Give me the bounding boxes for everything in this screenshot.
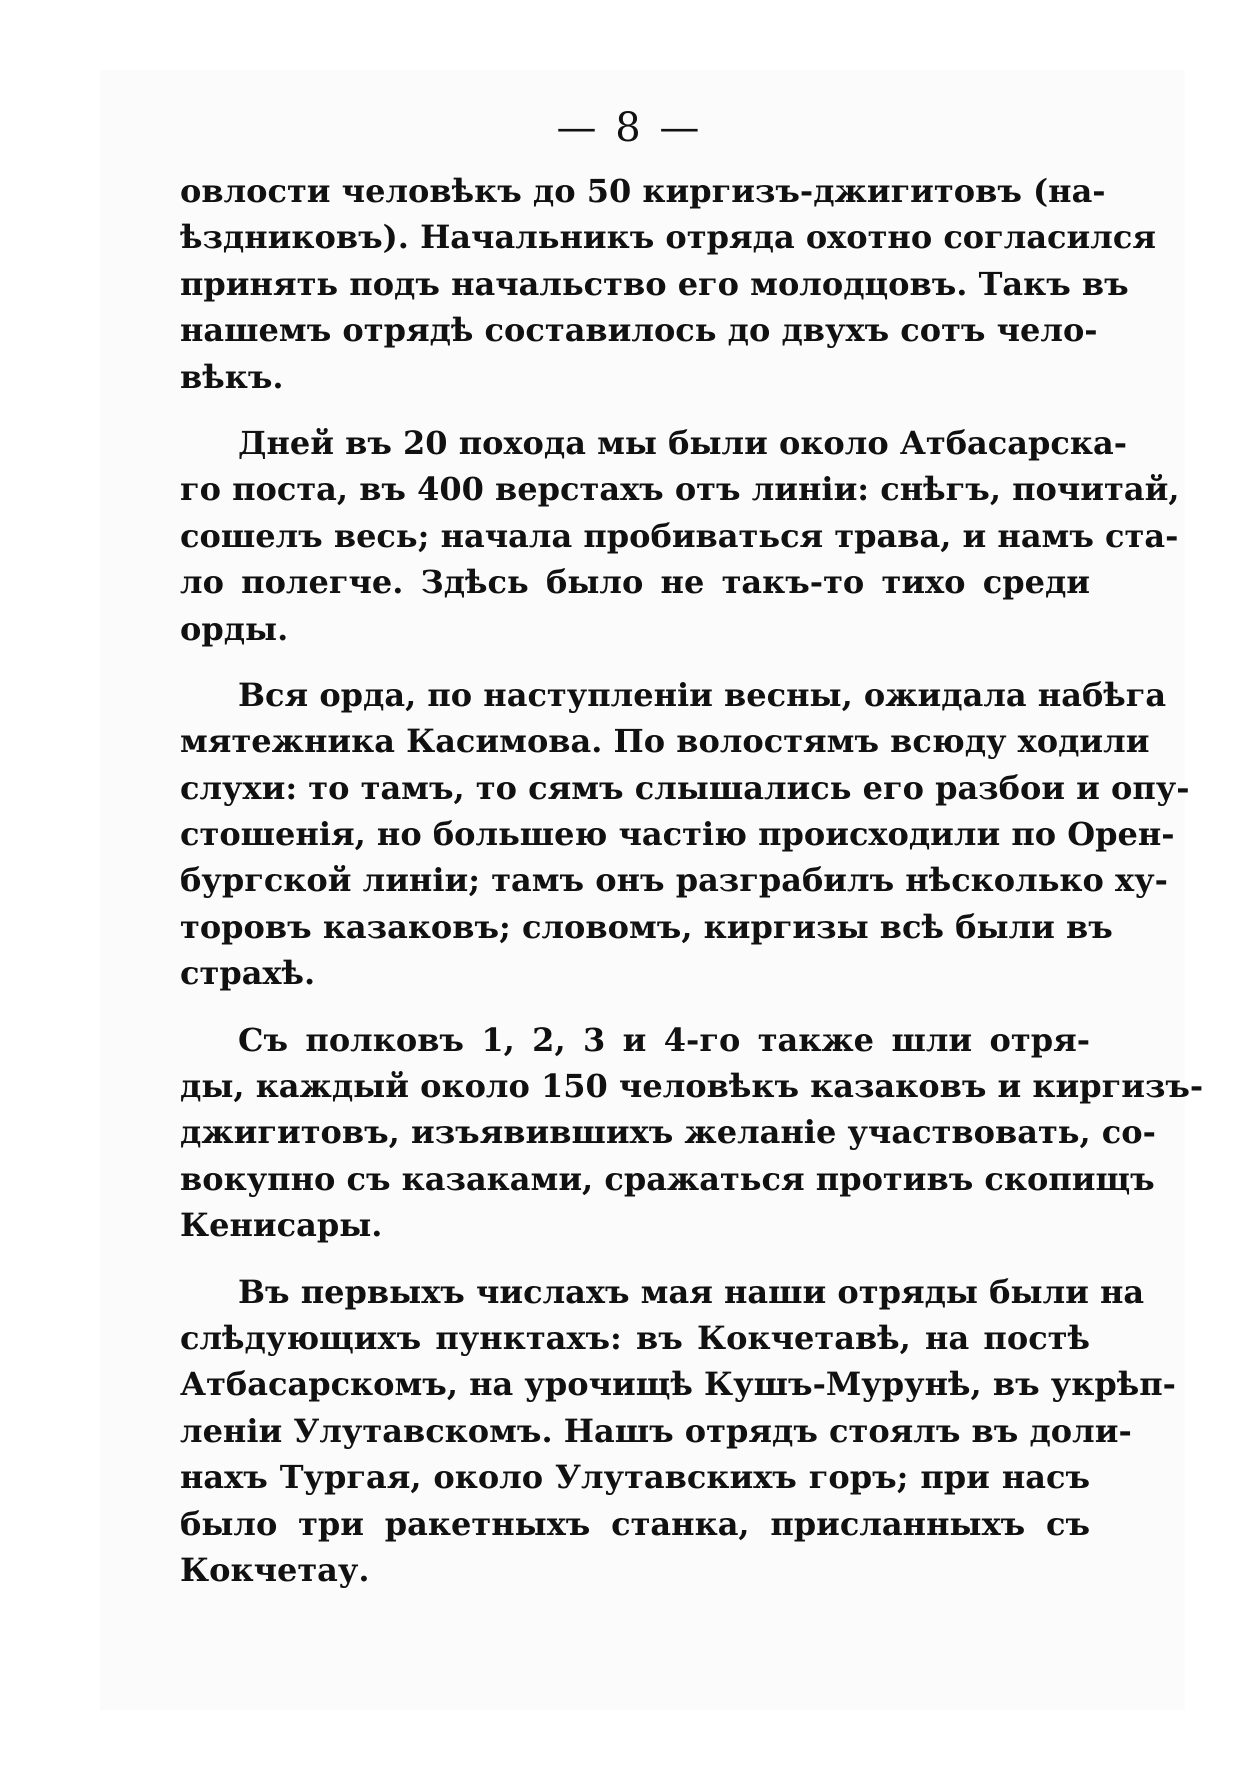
text-line: Съ полковъ 1, 2, 3 и 4-го также шли отря-: [238, 1020, 1090, 1059]
text-line: вокупно съ казаками, сражаться противъ скопищъ: [180, 1159, 1155, 1198]
text-line: Дней въ 20 похода мы были около Атбасарска-: [238, 423, 1127, 462]
text-line: ѣздниковъ). Начальникъ отряда охотно согласился: [180, 218, 1156, 257]
text-line: Кокчетау.: [180, 1550, 370, 1589]
text-line: торовъ казаковъ; словомъ, киргизы всѣ были въ: [180, 907, 1113, 946]
text-line: мятежника Касимова. По волостямъ всюду ходили: [180, 722, 1150, 761]
text-line: страхѣ.: [180, 954, 316, 993]
text-line: слухи: то тамъ, то сямъ слышались его разбои и опу-: [180, 768, 1190, 807]
paragraph-1: [180, 168, 1156, 400]
text-line: ды, каждый около 150 человѣкъ казаковъ и киргизъ-: [180, 1067, 1204, 1106]
paragraph-2: [180, 420, 1180, 652]
text-line: бургской линіи; тамъ онъ разграбилъ нѣсколько ху-: [180, 861, 1168, 900]
text-line: го поста, въ 400 верстахъ отъ линіи: снѣгъ, почитай,: [180, 470, 1180, 509]
text-line: принять подъ начальство его молодцовъ. Такъ въ: [180, 264, 1129, 303]
text-line: нашемъ отрядѣ составилось до двухъ сотъ чело-: [180, 311, 1098, 350]
text-line: Кенисары.: [180, 1206, 383, 1245]
text-line: вѣкъ.: [180, 357, 284, 396]
text-line: овлости человѣкъ до 50 киргизъ-джигитовъ (на-: [180, 172, 1106, 210]
text-line: стошенія, но большею частію происходили по Орен-: [180, 815, 1175, 854]
text-line: сошелъ весь; начала пробиваться трава, и намъ ста-: [180, 516, 1179, 555]
text-line: джигитовъ, изъявившихъ желаніе участвовать, со-: [180, 1113, 1156, 1152]
text-line: леніи Улутавскомъ. Нашъ отрядъ стоялъ въ доли-: [180, 1411, 1132, 1450]
body-text: [180, 168, 1204, 1593]
text-line: орды.: [180, 609, 289, 648]
text-line: было три ракетныхъ станка, присланныхъ съ: [180, 1504, 1090, 1543]
text-line: нахъ Тургая, около Улутавскихъ горъ; при насъ: [180, 1458, 1090, 1497]
text-line: ло полегче. Здѣсь было не такъ-то тихо среди: [180, 563, 1090, 602]
text-line: слѣдующихъ пунктахъ: въ Кокчетавѣ, на постѣ: [180, 1318, 1090, 1357]
text-line: Атбасарскомъ, на урочищѣ Кушъ-Мурунѣ, въ укрѣп-: [180, 1365, 1176, 1404]
page-number: — 8 —: [556, 105, 703, 151]
text-line: Вся орда, по наступленіи весны, ожидала набѣга: [238, 675, 1167, 714]
paragraph-3: [180, 672, 1190, 997]
paragraph-4: [180, 1017, 1204, 1249]
paragraph-5: [180, 1269, 1176, 1594]
text-line: Въ первыхъ числахъ мая наши отряды были на: [238, 1272, 1145, 1311]
